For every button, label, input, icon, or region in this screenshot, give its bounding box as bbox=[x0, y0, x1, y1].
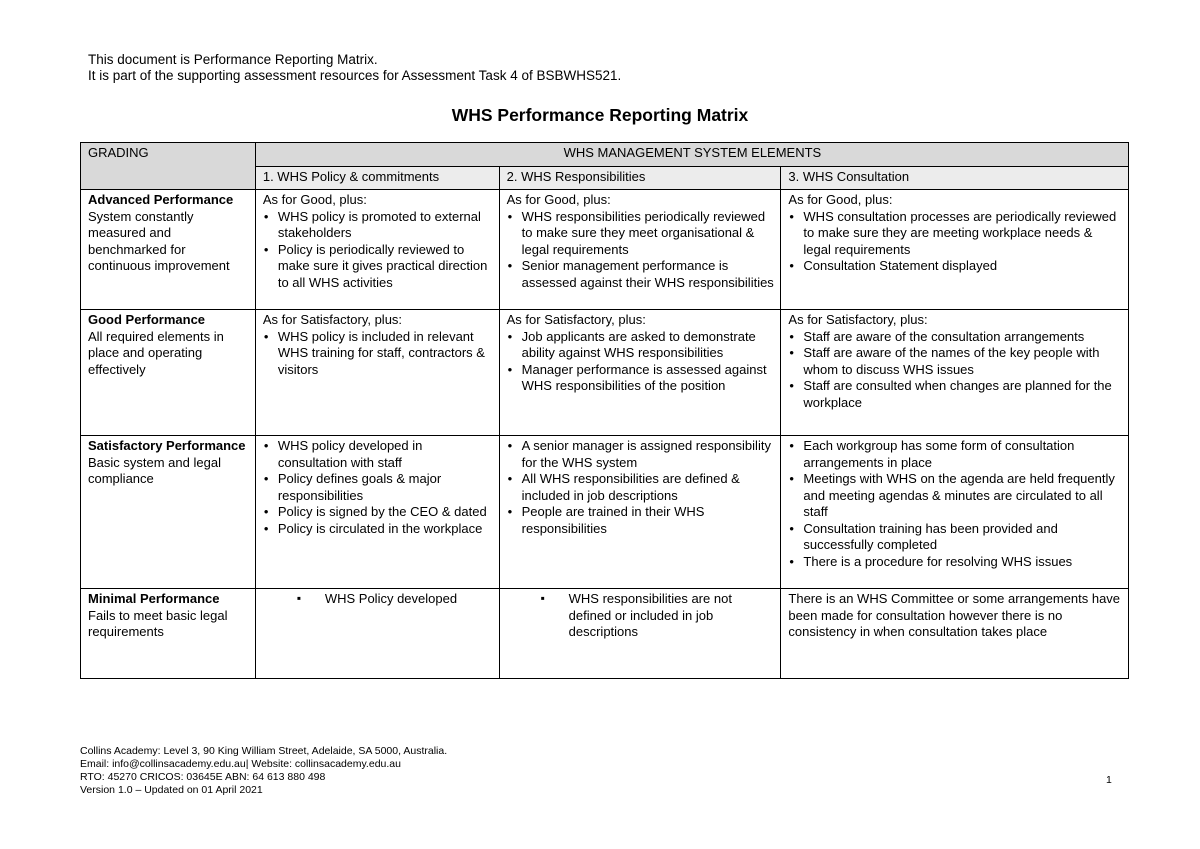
criteria-item: • Job applicants are asked to demonstrate ability against WHS responsibilities bbox=[507, 329, 775, 362]
criteria-cell bbox=[781, 436, 1129, 589]
criteria-item: • There is a procedure for resolving WHS issues bbox=[788, 554, 1122, 571]
intro-line-2: It is part of the supporting assessment resources for Assessment Task 4 of BSBWHS521. bbox=[88, 68, 622, 83]
grade-description: Fails to meet basic legal requirements bbox=[88, 607, 228, 639]
criteria-cell bbox=[255, 310, 499, 436]
criteria-intro: As for Good, plus: bbox=[788, 192, 893, 207]
criteria-item: • Each workgroup has some form of consultation arrangements in place bbox=[788, 438, 1122, 471]
criteria-intro: As for Satisfactory, plus: bbox=[788, 312, 928, 327]
grade-description: System constantly measured and benchmarked for continuous improvement bbox=[88, 208, 230, 273]
criteria-item: • Meetings with WHS on the agenda are held frequently and meeting agendas & minutes are circulated to all staff bbox=[788, 471, 1122, 521]
criteria-cell bbox=[781, 190, 1129, 310]
grade-cell bbox=[81, 190, 256, 310]
criteria-list bbox=[788, 209, 1122, 275]
criteria-list bbox=[788, 329, 1122, 412]
grade-cell bbox=[81, 589, 256, 679]
matrix-body bbox=[81, 143, 1129, 679]
criteria-item: • People are trained in their WHS responsibilities bbox=[507, 504, 775, 537]
criteria-list bbox=[507, 329, 775, 395]
document-title: WHS Performance Reporting Matrix bbox=[451, 105, 749, 125]
criteria-list bbox=[507, 209, 775, 292]
criteria-item: • Policy defines goals & major responsibilities bbox=[263, 471, 493, 504]
criteria-intro: As for Good, plus: bbox=[506, 192, 611, 207]
footer-registration: RTO: 45270 CRICOS: 03645E ABN: 64 613 880 498 bbox=[80, 771, 326, 783]
criteria-item: • A senior manager is assigned responsibility for the WHS system bbox=[507, 438, 775, 471]
footer-address: Collins Academy: Level 3, 90 King William Street, Adelaide, SA 5000, Australia. bbox=[80, 745, 448, 757]
grade-cell bbox=[81, 436, 256, 589]
footer-version: Version 1.0 – Updated on 01 April 2021 bbox=[80, 784, 263, 796]
intro-line-1: This document is Performance Reporting Matrix. bbox=[88, 52, 378, 67]
grade-name: Good Performance bbox=[88, 312, 206, 327]
criteria-item: • Senior management performance is assessed against their WHS responsibilities bbox=[507, 258, 775, 291]
header-row bbox=[81, 143, 1129, 167]
criteria-item: • Consultation training has been provided and successfully completed bbox=[788, 521, 1122, 554]
column-header-policy: 1. WHS Policy & commitments bbox=[255, 166, 499, 190]
criteria-cell bbox=[499, 589, 781, 679]
grade-name: Minimal Performance bbox=[88, 591, 220, 606]
grade-description: All required elements in place and operating effectively bbox=[88, 328, 224, 377]
criteria-item: ▪ WHS Policy developed bbox=[263, 591, 493, 608]
footer-contact: Email: info@collinsacademy.edu.au| Website: collinsacademy.edu.au bbox=[80, 758, 401, 770]
criteria-item: • WHS responsibilities periodically reviewed to make sure they meet organisational & legal requirements bbox=[507, 209, 775, 259]
page-number: 1 bbox=[1106, 774, 1112, 786]
criteria-item: • Consultation Statement displayed bbox=[788, 258, 1122, 275]
criteria-item: • WHS consultation processes are periodically reviewed to make sure they are meeting workplace needs & legal requirements bbox=[788, 209, 1122, 259]
grade-name: Satisfactory Performance bbox=[88, 438, 246, 453]
grade-cell bbox=[81, 310, 256, 436]
criteria-list bbox=[788, 438, 1122, 570]
grade-row bbox=[81, 436, 1129, 589]
criteria-item: • WHS policy developed in consultation with staff bbox=[263, 438, 493, 471]
criteria-cell bbox=[255, 436, 499, 589]
grade-row bbox=[81, 310, 1129, 436]
criteria-item: • All WHS responsibilities are defined & included in job descriptions bbox=[507, 471, 775, 504]
criteria-list bbox=[507, 591, 775, 641]
grade-name: Advanced Performance bbox=[88, 192, 234, 207]
criteria-list bbox=[263, 209, 493, 292]
criteria-intro: As for Good, plus: bbox=[262, 192, 367, 207]
criteria-list bbox=[263, 329, 493, 379]
elements-header: WHS MANAGEMENT SYSTEM ELEMENTS bbox=[255, 143, 1128, 167]
criteria-item: • Policy is circulated in the workplace bbox=[263, 521, 493, 538]
performance-matrix-table bbox=[80, 142, 1129, 679]
criteria-cell bbox=[499, 436, 781, 589]
grade-row bbox=[81, 589, 1129, 679]
criteria-item: ▪ WHS responsibilities are not defined or included in job descriptions bbox=[507, 591, 775, 641]
criteria-item: • WHS policy is included in relevant WHS training for staff, contractors & visitors bbox=[263, 329, 493, 379]
criteria-item: • Staff are aware of the consultation arrangements bbox=[788, 329, 1122, 346]
footer bbox=[80, 745, 447, 797]
intro-text bbox=[88, 52, 621, 84]
column-header-consultation: 3. WHS Consultation bbox=[781, 166, 1129, 190]
criteria-intro: As for Satisfactory, plus: bbox=[506, 312, 646, 327]
criteria-cell bbox=[255, 190, 499, 310]
criteria-item: • Staff are aware of the names of the key people with whom to discuss WHS issues bbox=[788, 345, 1122, 378]
column-header-responsibilities: 2. WHS Responsibilities bbox=[499, 166, 781, 190]
grade-row bbox=[81, 190, 1129, 310]
criteria-item: • Staff are consulted when changes are planned for the workplace bbox=[788, 378, 1122, 411]
criteria-list bbox=[507, 438, 775, 537]
criteria-cell bbox=[499, 190, 781, 310]
criteria-list bbox=[263, 591, 493, 608]
criteria-item: • Policy is signed by the CEO & dated bbox=[263, 504, 493, 521]
criteria-intro: As for Satisfactory, plus: bbox=[262, 312, 403, 327]
criteria-item: • Policy is periodically reviewed to make sure it gives practical direction to all WHS activities bbox=[263, 242, 493, 292]
criteria-list bbox=[263, 438, 493, 537]
criteria-item: • WHS policy is promoted to external stakeholders bbox=[263, 209, 493, 242]
grading-header: GRADING bbox=[81, 143, 256, 190]
grade-description: Basic system and legal compliance bbox=[88, 454, 221, 486]
criteria-cell bbox=[499, 310, 781, 436]
criteria-item: • Manager performance is assessed against WHS responsibilities of the position bbox=[507, 362, 775, 395]
criteria-cell bbox=[781, 310, 1129, 436]
criteria-text: There is an WHS Committee or some arrangements have been made for consultation however there is no consistency in when consultation takes place bbox=[788, 591, 1121, 639]
criteria-cell bbox=[781, 589, 1129, 679]
criteria-cell bbox=[255, 589, 499, 679]
